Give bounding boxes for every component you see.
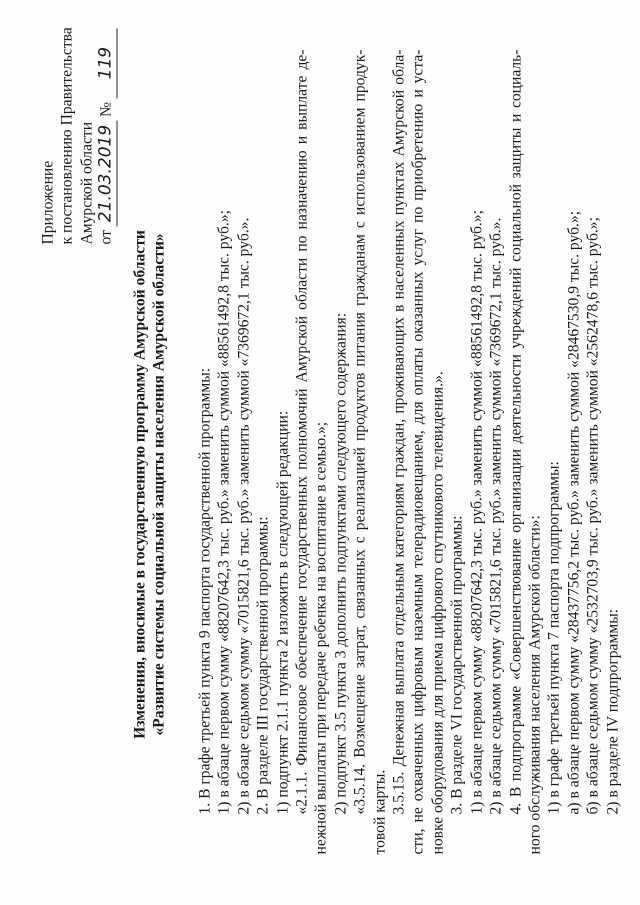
rotated-document — [1, 0, 640, 905]
annex-block — [39, 25, 118, 245]
paragraph: б) в абзаце седьмом сумму «2532703,9 тыс. руб.» заменить суммой «2562478,6 тыс. руб.»; — [584, 217, 602, 815]
paragraph: 4. В подпрограмме «Совершенствование организации деятельности учреждений социальной защиты и социаль-ного обслуживания населения Амурской области»: — [507, 49, 544, 855]
paragraph: а) в абзаце первом сумму «28437756,2 тыс. руб.» заменить суммой «28467530,9 тыс. руб.»; — [565, 210, 583, 815]
paragraph: 1) в абзаце первом сумму «88207642,3 тыс. руб.» заменить суммой «88561492,8 тыс. руб.»; — [215, 210, 233, 815]
document-title — [131, 185, 170, 785]
number-prefix: № — [97, 102, 115, 117]
paragraph: 2) в абзаце седьмом сумму «7015821,6 тыс. руб.» заменить суммой «7369672,1 тыс. руб.». — [235, 217, 253, 815]
paragraph: 2) подпункт 3.5 пункта 3 дополнить подпунктами следующего содержания: — [332, 312, 350, 815]
handwritten-number: 119 — [97, 28, 117, 98]
paragraph: «3.5.14. Возмещение затрат, связанных с реализацией продуктов питания гражданам с использованием продук-товой карты. — [351, 49, 389, 855]
annex-date-number-line — [97, 25, 117, 245]
paragraph: 1) в графе третьей пункта 7 паспорта подпрограммы: — [545, 461, 563, 815]
paragraph: 3.5.15. Денежная выплата отдельным категориям граждан, проживающих в населенных пунктах Амурской обла-сти, не охваченных цифровым наземным телерадиовещанием, для оплаты оказанных услуг по приобретению и уста-новке оборудования для приема цифрового спутникового телевидения.». — [390, 49, 447, 855]
title-line-2: «Развитие системы социальной защиты населения Амурской области» — [150, 233, 168, 736]
paragraph: 2) в разделе IV подпрограммы: — [604, 609, 622, 815]
paragraph: 2) в абзаце седьмом сумму «7015821,6 тыс. руб.» заменить суммой «7369672,1 тыс. руб.». — [487, 217, 505, 815]
paragraph: 1) в абзаце первом сумму «88207642,3 тыс. руб.» заменить суммой «88561492,8 тыс. руб.»; — [468, 210, 486, 815]
paragraph: «2.1.1. Финансовое обеспечение государственных полномочий Амурской области по назначению и выплате де-нежной выплаты при передаче ребенка на воспитание в семью.»; — [293, 49, 330, 855]
handwritten-date: 21.03.2019 — [97, 121, 117, 226]
document-body — [196, 50, 623, 855]
paragraph: 1) подпункт 2.1.1 пункта 2 изложить в следующей редакции: — [274, 410, 292, 815]
from-prefix: от — [97, 230, 115, 245]
annex-line-1: Приложение — [39, 160, 57, 245]
paragraph: 3. В разделе VI государственной программы: — [448, 515, 466, 815]
title-line-1: Изменения, вносимые в государственную программу Амурской области — [131, 230, 149, 739]
paragraph: 1. В графе третьей пункта 9 паспорта государственной программы: — [196, 367, 214, 815]
annex-line-2: к постановлению Правительства — [58, 27, 76, 245]
annex-line-3: Амурской области — [78, 121, 96, 245]
paragraph: 2. В разделе III государственной программы: — [254, 516, 272, 815]
